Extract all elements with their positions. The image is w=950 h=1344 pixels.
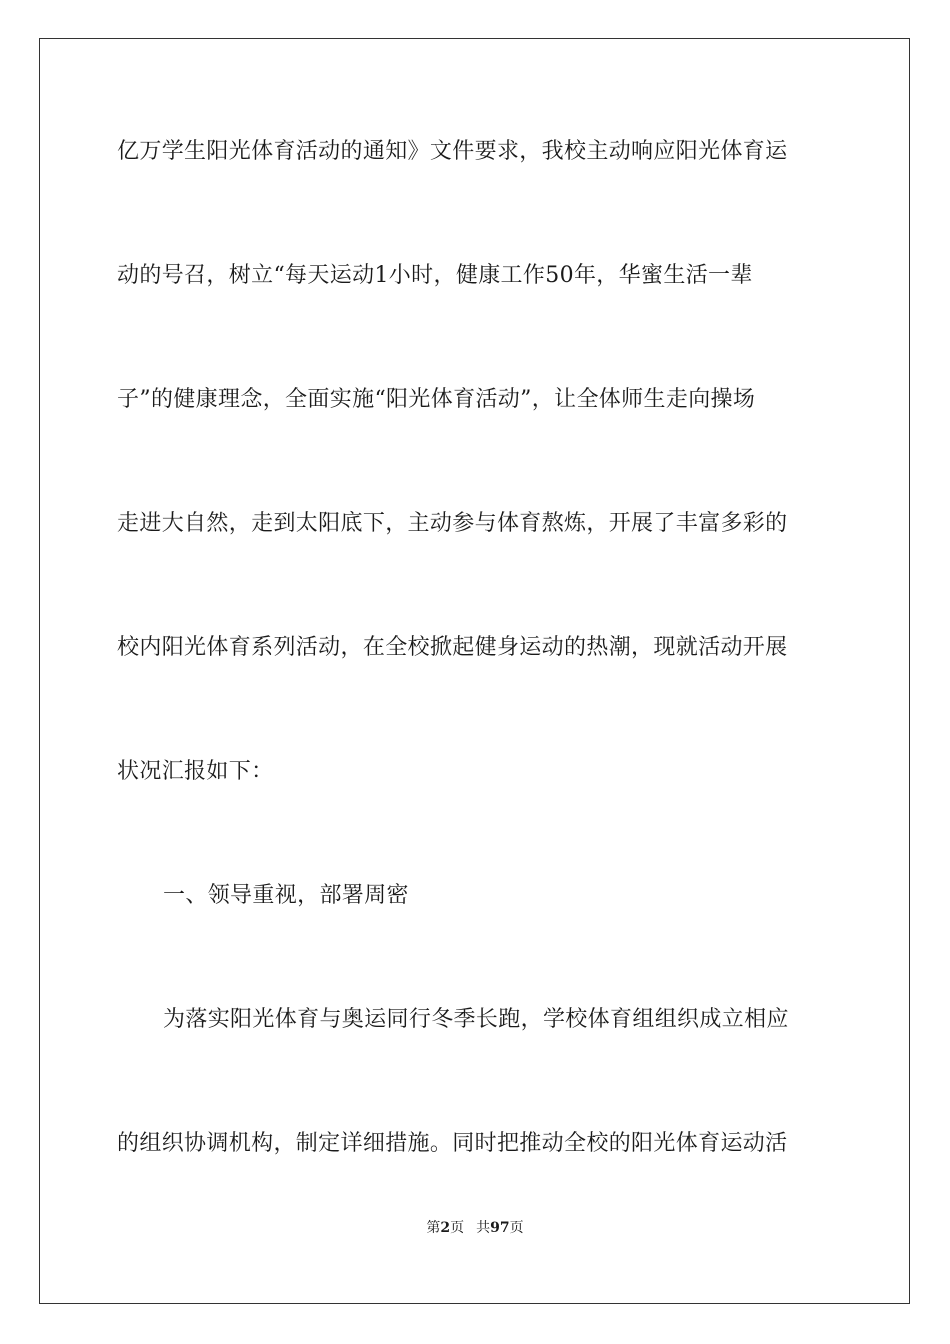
body-line-3: 子”的健康理念，全面实施“阳光体育活动”，让全体师生走向操场	[117, 387, 756, 412]
footer-total-suffix: 页	[509, 1220, 524, 1236]
footer-page-number: 2	[440, 1220, 451, 1236]
body-line-9: 的组织协调机构，制定详细措施。同时把推动全校的阳光体育运动活	[117, 1131, 788, 1156]
body-line-4: 走进大自然，走到太阳底下，主动参与体育熬炼，开展了丰富多彩的	[117, 511, 788, 536]
footer-total-prefix: 共	[476, 1220, 491, 1236]
section-heading: 一、领导重视，部署周密	[163, 883, 409, 908]
body-line-6: 状况汇报如下：	[117, 759, 274, 784]
body-line-2: 动的号召，树立“每天运动1小时，健康工作50年，华蜜生活一辈	[117, 263, 753, 288]
footer-total-pages: 97	[490, 1220, 510, 1236]
body-line-8: 为落实阳光体育与奥运同行冬季长跑，学校体育组组织成立相应	[163, 1007, 789, 1032]
footer-page-suffix: 页	[450, 1220, 465, 1236]
body-line-5: 校内阳光体育系列活动，在全校掀起健身运动的热潮，现就活动开展	[117, 635, 788, 660]
page-footer	[0, 1218, 950, 1238]
body-line-1: 亿万学生阳光体育活动的通知》文件要求，我校主动响应阳光体育运	[117, 139, 788, 164]
footer-page-prefix: 第	[426, 1220, 441, 1236]
page-border	[39, 38, 910, 1304]
